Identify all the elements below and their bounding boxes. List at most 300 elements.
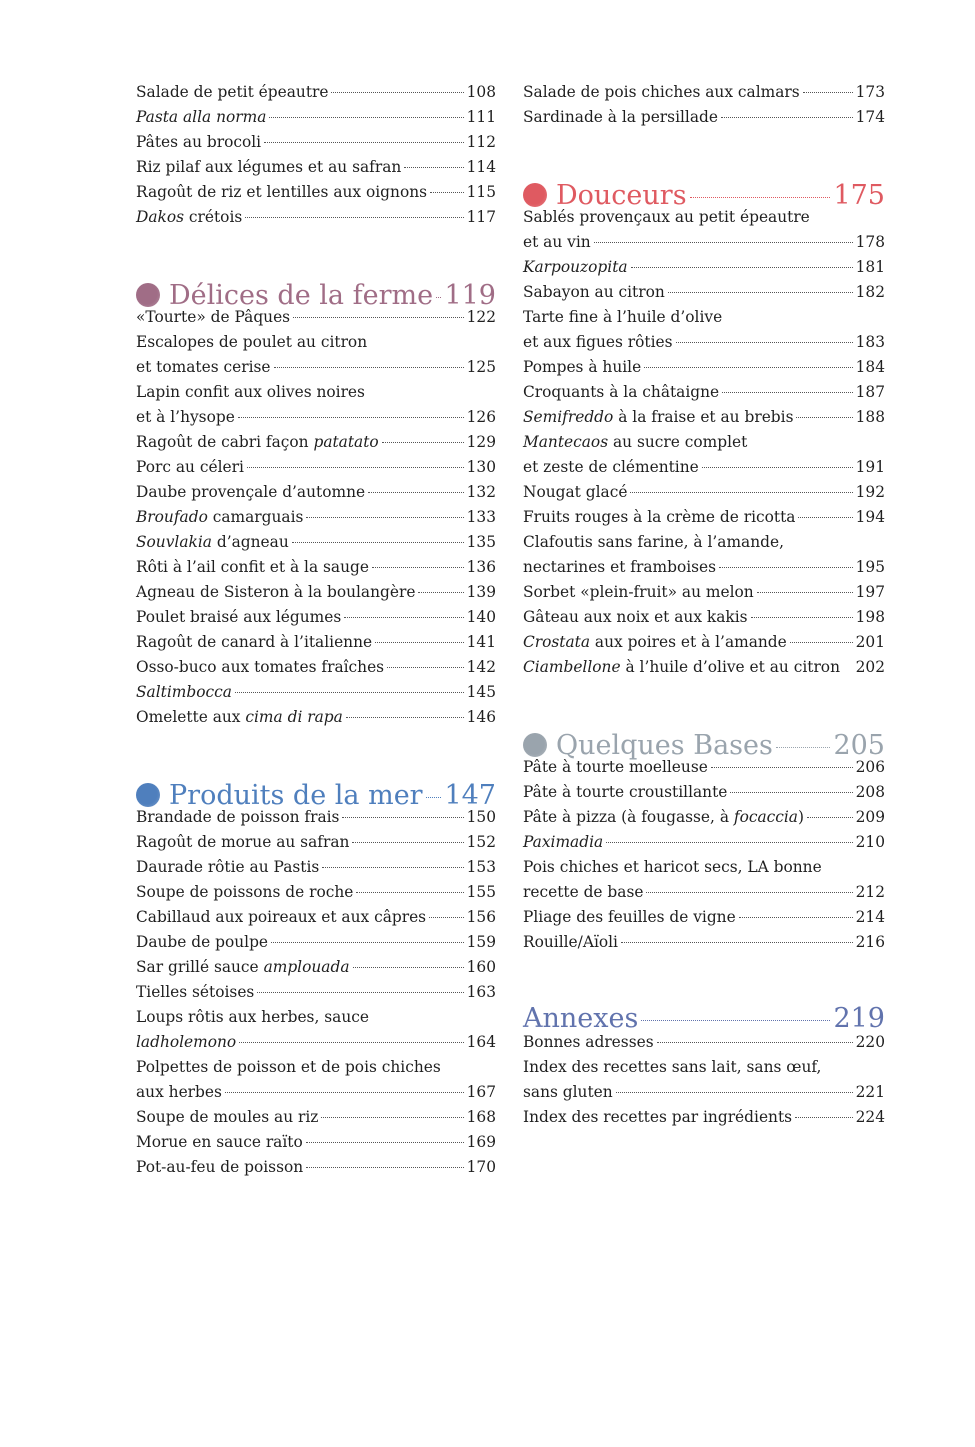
leader-dots [264,142,464,143]
entry-page-number: 197 [855,583,885,601]
toc-entry [136,505,496,530]
toc-entry [136,130,496,155]
entry-title-text: Ragoût de cabri façon [136,433,314,451]
entry-title-text: à l’huile d’olive et au citron [620,658,840,676]
entry-page-number: 145 [466,683,496,701]
entry-page-number: 117 [466,208,496,226]
entry-title-text: Morue en sauce raïto [136,1133,303,1151]
toc-entry [523,80,885,105]
section-heading [523,1005,885,1033]
entry-title-text: Loups rôtis aux herbes, sauce [136,1008,369,1026]
leader-dots [247,467,464,468]
entry-title-italic: Saltimbocca [136,683,232,701]
toc-entry [523,530,885,555]
toc-entry [136,1055,496,1080]
entry-title [136,1105,318,1130]
section-bullet-icon [136,783,160,807]
toc-entry [523,255,885,280]
section-page-number: 119 [444,280,496,311]
entry-title [136,855,319,880]
entry-title [523,330,673,355]
toc-entry [136,980,496,1005]
entry-title-italic: Ciambellone [523,658,621,676]
entry-page-number: 178 [855,233,885,251]
entry-title-text: recette de base [523,883,644,901]
section-title: Délices de la ferme [169,280,434,311]
leader-dots [257,992,463,993]
entry-title [136,1005,369,1030]
entry-title-text: Nougat glacé [523,483,628,501]
entry-page-number: 150 [466,808,496,826]
entry-title [136,905,426,930]
leader-dots [721,117,853,118]
entry-title-text: camarguais [207,508,304,526]
leader-dots [239,1042,463,1043]
entry-title-text: Soupe de poissons de roche [136,883,354,901]
leader-dots [796,417,852,418]
entry-page-number: 209 [855,808,885,826]
toc-entry [136,1130,496,1155]
toc-entry [523,780,885,805]
entry-title [136,480,365,505]
leader-dots [238,417,464,418]
entry-title-text: Brandade de poisson frais [136,808,340,826]
entry-page-number: 153 [466,858,496,876]
entry-title [523,880,643,905]
entry-page-number: 184 [855,358,885,376]
entry-page-number: 142 [466,658,496,676]
toc-entry [523,205,885,230]
entry-title-text: et à l’hysope [136,408,235,426]
entry-title [523,555,716,580]
entry-title-text: Tielles sétoises [136,983,255,1001]
entry-title-text: Lapin confit aux olives noires [136,383,365,401]
entry-page-number: 140 [466,608,496,626]
leader-dots [269,117,463,118]
toc-entry [136,155,496,180]
leader-dots [387,667,464,668]
entry-title [523,605,748,630]
toc-entry [136,830,496,855]
entry-page-number: 191 [855,458,885,476]
entry-page-number: 152 [466,833,496,851]
section-produits-de-la-mer [136,780,496,1180]
leader-dots [641,1020,830,1021]
leader-dots [739,917,853,918]
section-heading [523,180,885,211]
entry-page-number: 112 [466,133,496,151]
toc-entry [136,205,496,230]
leader-dots [631,267,853,268]
entry-page-number: 208 [855,783,885,801]
entry-title [523,1080,613,1105]
entry-title-text: Ragoût de morue au safran [136,833,350,851]
entry-title [136,630,372,655]
section-page-number: 147 [444,780,496,811]
entry-title [523,630,787,655]
leader-dots [429,917,464,918]
entry-title [136,705,343,730]
leader-dots [646,892,852,893]
toc-entry [523,430,885,455]
entry-title-text: à la fraise et au brebis [613,408,794,426]
entry-title [523,430,747,455]
entry-title-text: Ragoût de canard à l’italienne [136,633,373,651]
entry-title [523,905,736,930]
leader-dots [292,542,464,543]
toc-entry [136,430,496,455]
leader-dots [790,642,853,643]
entry-title-text: et tomates cerise [136,358,271,376]
section-page-number: 175 [833,180,885,211]
entry-title [523,780,727,805]
entry-title-italic: Souvlakia [136,533,212,551]
entry-title [523,580,754,605]
entry-title [523,205,810,230]
entry-title [136,330,367,355]
entry-title-italic: Semifreddo [523,408,614,426]
entry-title-italic: amplouada [263,958,350,976]
entry-title-italic: Karpouzopita [523,258,628,276]
entry-page-number: 156 [466,908,496,926]
entry-title-text: Fruits rouges à la crème de ricotta [523,508,796,526]
entry-title [523,455,699,480]
toc-entry [136,705,496,730]
entry-title [523,305,722,330]
entry-title-italic: cima di rapa [245,708,343,726]
toc-entry [523,755,885,780]
entry-title-text: Pâte à pizza (à fougasse, à [523,808,734,826]
leader-dots [375,642,463,643]
entry-title-text: Pâtes au brocoli [136,133,262,151]
toc-entry [136,605,496,630]
leader-dots [245,217,463,218]
leader-dots [795,1117,853,1118]
toc-entry [136,380,496,405]
toc-entry [523,505,885,530]
entry-page-number: 136 [466,558,496,576]
entry-title [523,105,718,130]
toc-entry [523,930,885,955]
entry-title-italic: Dakos [136,208,185,226]
toc-entry [136,1155,496,1180]
entry-title [523,405,793,430]
toc-entry [523,305,885,330]
entry-page-number: 163 [466,983,496,1001]
toc-entry [136,1080,496,1105]
entry-title [523,80,800,105]
entry-title-text: Polpettes de poisson et de pois chiches [136,1058,441,1076]
toc-entry [523,230,885,255]
entry-page-number: 212 [855,883,885,901]
entry-title-text: Index des recettes sans lait, sans œuf, [523,1058,822,1076]
toc-entry [136,1105,496,1130]
entry-page-number: 115 [466,183,496,201]
toc-entry [523,580,885,605]
entry-title [136,380,365,405]
leader-dots [346,717,464,718]
entry-page-number: 224 [855,1108,885,1126]
entry-title [523,230,591,255]
entry-page-number: 210 [855,833,885,851]
entry-title [523,355,641,380]
leader-dots [368,492,464,493]
leader-dots [807,817,853,818]
entry-title [523,930,618,955]
leader-dots [322,867,463,868]
toc-entry [136,1030,496,1055]
entry-title [136,530,289,555]
entry-title-text: Sabayon au citron [523,283,665,301]
toc-right-column [523,80,885,1180]
entry-page-number: 139 [466,583,496,601]
section-douceurs [523,180,885,680]
entry-title [136,830,349,855]
entry-title [136,430,379,455]
entry-title [523,830,603,855]
entry-list [136,305,496,730]
toc-entry [523,830,885,855]
entry-title-text: Omelette aux [136,708,246,726]
entry-title [136,505,303,530]
section-bullet-icon [136,283,160,307]
leader-dots [630,492,852,493]
entry-title-text: Osso-buco aux tomates fraîches [136,658,385,676]
leader-dots [657,1042,853,1043]
leader-dots [668,292,853,293]
entry-page-number: 192 [855,483,885,501]
entry-title-text: Pot-au-feu de poisson [136,1158,304,1176]
entry-title-text: Cabillaud aux poireaux et aux câpres [136,908,427,926]
leader-dots [344,617,463,618]
toc-entry [136,580,496,605]
leader-dots [353,967,464,968]
entry-title [136,1030,236,1055]
entry-title [136,405,235,430]
entry-title [136,205,242,230]
entry-title-italic: Paximadia [523,833,604,851]
leader-dots [751,617,853,618]
entry-page-number: 146 [466,708,496,726]
entry-title-italic: Pasta alla norma [136,108,267,126]
entry-page-number: 216 [855,933,885,951]
toc-block-continued-left [136,80,496,230]
toc-entry [523,1105,885,1130]
toc-entry [136,855,496,880]
entry-title-text: Sorbet «plein-fruit» au melon [523,583,754,601]
entry-title-text: Bonnes adresses [523,1033,654,1051]
leader-dots [776,747,831,748]
entry-title-text: Pâte à tourte croustillante [523,783,728,801]
entry-page-number: 135 [466,533,496,551]
leader-dots [719,567,853,568]
entry-title [136,955,350,980]
section-heading [136,780,496,811]
section-delices-de-la-ferme [136,280,496,730]
leader-dots [274,367,464,368]
entry-title [136,1080,222,1105]
toc-entry [136,530,496,555]
entry-title [136,555,369,580]
leader-dots [644,367,852,368]
entry-page-number: 155 [466,883,496,901]
entry-title-text: Rouille/Aïoli [523,933,618,951]
entry-title-text: Index des recettes par ingrédients [523,1108,793,1126]
entry-title-text: crétois [184,208,243,226]
entry-title-text: et aux figues rôties [523,333,673,351]
entry-page-number: 126 [466,408,496,426]
toc-entry [523,1055,885,1080]
leader-dots [730,792,852,793]
entry-title-text: Ragoût de riz et lentilles aux oignons [136,183,428,201]
entry-title-text: «Tourte» de Pâques [136,308,291,326]
leader-dots [702,467,853,468]
entry-page-number: 214 [855,908,885,926]
entry-page-number: 198 [855,608,885,626]
entry-page-number: 194 [855,508,885,526]
entry-title-text: Salade de petit épeautre [136,83,329,101]
entry-page-number: 168 [466,1108,496,1126]
entry-page-number: 221 [855,1083,885,1101]
entry-title-text: Porc au céleri [136,458,244,476]
entry-page-number: 125 [466,358,496,376]
entry-title [523,255,628,280]
entry-title [136,155,401,180]
leader-dots [321,1117,463,1118]
entry-title-text: Daube de poulpe [136,933,269,951]
entry-title-text: Pliage des feuilles de vigne [523,908,736,926]
entry-title [136,455,244,480]
toc-entry [136,480,496,505]
entry-title-text: Escalopes de poulet au citron [136,333,368,351]
entry-page-number: 159 [466,933,496,951]
toc-entry [523,855,885,880]
leader-dots [436,297,441,298]
toc-entry [523,380,885,405]
entry-title [523,505,795,530]
entry-title-text: Poulet braisé aux légumes [136,608,342,626]
section-annexes [523,1005,885,1130]
entry-page-number: 173 [855,83,885,101]
entry-title-text: sans gluten [523,1083,613,1101]
section-title: Annexes [523,1003,639,1034]
leader-dots [404,167,463,168]
section-page-number: 205 [833,730,885,761]
entry-title [523,655,840,680]
entry-title-text: Salade de pois chiches aux calmars [523,83,800,101]
leader-dots [235,692,464,693]
leader-dots [356,892,463,893]
toc-entry [523,555,885,580]
entry-title-text: Soupe de moules au riz [136,1108,319,1126]
entry-list [523,205,885,680]
section-bullet-icon [523,183,547,207]
entry-page-number: 108 [466,83,496,101]
entry-title-text: Daurade rôtie au Pastis [136,858,320,876]
entry-title [523,855,822,880]
leader-dots [352,842,463,843]
leader-dots [594,242,853,243]
toc-block-continued-right [523,80,885,130]
entry-title-text: Croquants à la châtaigne [523,383,720,401]
entry-title-italic: Broufado [136,508,208,526]
toc-entry [523,280,885,305]
entry-page-number: 114 [466,158,496,176]
entry-title [136,105,266,130]
entry-page-number: 181 [855,258,885,276]
entry-title-text: Riz pilaf aux légumes et au safran [136,158,402,176]
entry-page-number: 195 [855,558,885,576]
entry-title [523,530,784,555]
toc-entry [136,880,496,905]
leader-dots [372,567,464,568]
toc-entry [136,930,496,955]
leader-dots [382,442,464,443]
leader-dots [616,1092,853,1093]
entry-title [136,605,341,630]
toc-entry [523,605,885,630]
entry-title [136,1055,441,1080]
entry-title [136,130,261,155]
entry-page-number: 188 [855,408,885,426]
entry-title [523,280,665,305]
entry-title-text: au sucre complet [608,433,748,451]
section-title: Quelques Bases [556,730,773,761]
toc-entry [136,805,496,830]
entry-page-number: 122 [466,308,496,326]
entry-title-text: nectarines et framboises [523,558,717,576]
section-heading [136,280,496,311]
entry-title-text: et au vin [523,233,591,251]
section-page-number: 219 [833,1003,885,1034]
section-heading [523,730,885,761]
entry-page-number: 202 [855,658,885,676]
entry-title [523,1105,792,1130]
leader-dots [803,92,853,93]
toc-entry [523,105,885,130]
entry-title-text: Pois chiches et haricot secs, LA bonne [523,858,822,876]
entry-title-text: Sablés provençaux au petit épeautre [523,208,810,226]
entry-title-text: Pâte à tourte moelleuse [523,758,708,776]
leader-dots [342,817,463,818]
entry-title-text: aux poires et à l’amande [590,633,787,651]
toc-entry [136,355,496,380]
toc-entry [523,655,885,680]
toc-entry [523,630,885,655]
leader-dots [690,197,831,198]
entry-page-number: 141 [466,633,496,651]
toc-entry [136,555,496,580]
toc-entry [136,630,496,655]
toc-entry [136,455,496,480]
entry-title-italic: Crostata [523,633,591,651]
toc-entry [136,80,496,105]
entry-page-number: 182 [855,283,885,301]
entry-title [136,1155,303,1180]
entry-title [136,880,353,905]
leader-dots [722,392,852,393]
entry-page-number: 167 [466,1083,496,1101]
entry-title-text: Pompes à huile [523,358,642,376]
entry-title [523,805,804,830]
section-quelques-bases [523,730,885,955]
entry-page-number: 169 [466,1133,496,1151]
entry-page-number: 133 [466,508,496,526]
entry-title-text: Tarte fine à l’huile d’olive [523,308,723,326]
leader-dots [306,1167,463,1168]
section-title: Produits de la mer [169,780,423,811]
entry-page-number: 220 [855,1033,885,1051]
